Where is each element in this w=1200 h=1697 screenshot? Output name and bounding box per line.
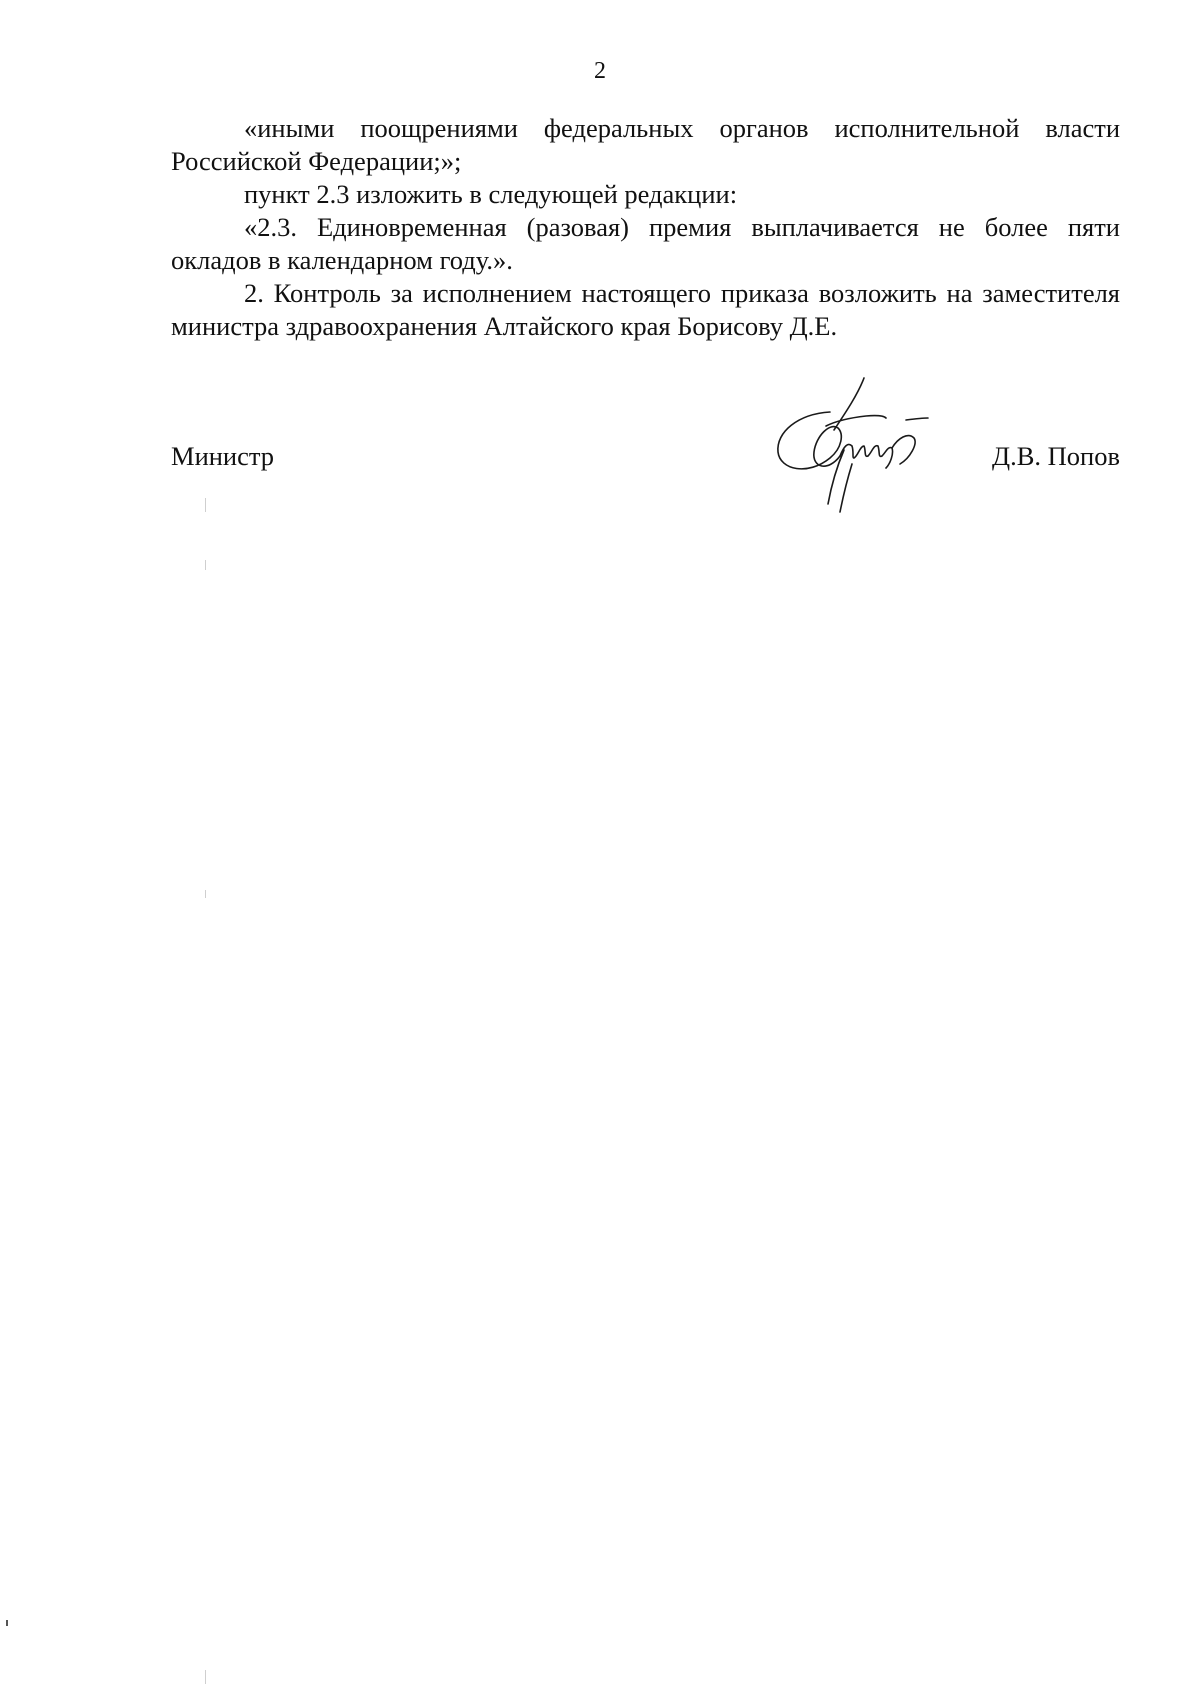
- paragraph-item-2-3-text: «2.3. Единовременная (разовая) премия выплачивается не более пяти окладов в календарном году.».: [171, 212, 1120, 275]
- scan-artifact: [205, 560, 206, 570]
- signatory-title: Министр: [171, 441, 275, 471]
- scan-artifact: [205, 890, 206, 898]
- paragraph-control: 2. Контроль за исполнением настоящего приказа возложить на заместителя министра здравоохранения Алтайского края Борисову Д.Е.: [171, 278, 1120, 341]
- scan-artifact: [205, 1670, 206, 1684]
- scan-artifact: [205, 498, 206, 512]
- paragraph-item-2-3-intro: пункт 2.3 изложить в следующей редакции:: [244, 179, 738, 209]
- page-number: 2: [594, 58, 606, 84]
- signature-block: [171, 440, 1120, 480]
- document-body: [171, 112, 1120, 343]
- handwritten-signature: [768, 372, 938, 522]
- scan-artifact: [6, 1620, 8, 1626]
- paragraph-amendment-quote: «иными поощрениями федеральных органов исполнительной власти Российской Федерации;»;: [171, 113, 1120, 176]
- signatory-name: Д.В. Попов: [992, 441, 1120, 471]
